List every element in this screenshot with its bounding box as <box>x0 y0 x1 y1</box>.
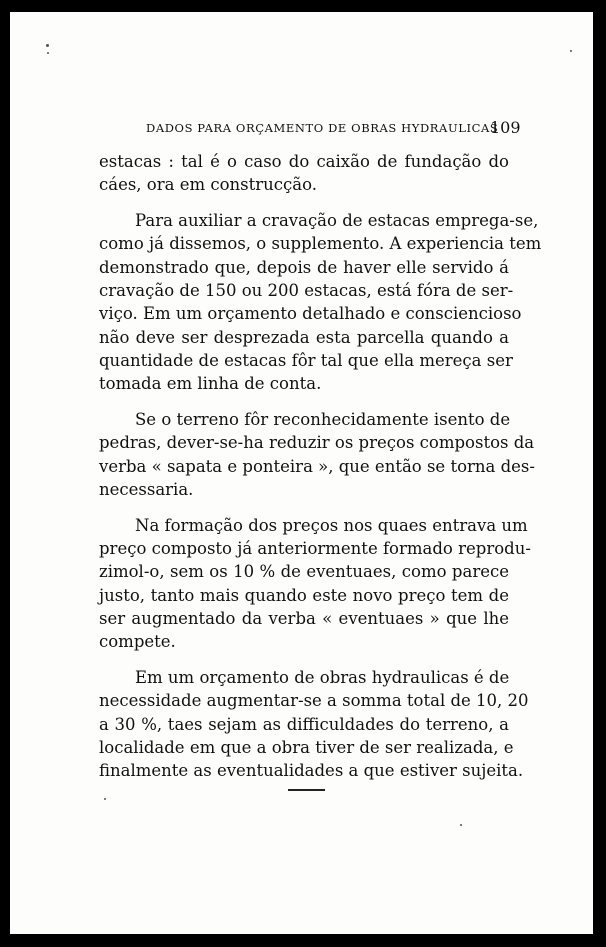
paragraph <box>99 666 529 782</box>
text-line: viço. Em um orçamento detalhado e consciencioso <box>99 304 522 324</box>
paper-speck <box>460 824 462 826</box>
paper-speck <box>570 50 572 52</box>
text-line: preço composto já anteriormente formado reprodu- <box>99 538 531 558</box>
text-line: ser augmentado da verba « eventuaes » que lhe <box>99 608 509 628</box>
paragraph <box>99 408 535 501</box>
paragraph <box>99 514 531 654</box>
running-title: DADOS PARA ORÇAMENTO DE OBRAS HYDRAULICAS <box>146 121 499 135</box>
text-line: Em um orçamento de obras hydraulicas é de <box>135 667 510 687</box>
paper-speck <box>104 798 106 800</box>
text-line: como já dissemos, o supplemento. A experiencia tem <box>99 234 542 254</box>
text-line: cáes, ora em construcção. <box>99 175 317 195</box>
page-number: 109 <box>490 118 521 137</box>
text-line: demonstrado que, depois de haver elle servido á <box>99 257 509 277</box>
text-line: Na formação dos preços nos quaes entrava um <box>135 515 528 535</box>
text-line: justo, tanto mais quando este novo preço tem de <box>99 585 509 605</box>
text-line: compete. <box>99 632 176 652</box>
text-line: verba « sapata e ponteira », que então se torna des- <box>99 456 535 476</box>
text-line: necessidade augmentar-se a somma total de 10, 20 <box>99 691 529 711</box>
text-line: zimol-o, sem os 10 % de eventuaes, como parece <box>99 562 509 582</box>
paragraph <box>99 209 542 395</box>
text-line: finalmente as eventualidades a que estiver sujeita. <box>99 761 524 781</box>
text-line: pedras, dever-se-ha reduzir os preços compostos da <box>99 433 535 453</box>
running-header <box>10 118 593 138</box>
book-page <box>10 12 593 934</box>
text-line: necessaria. <box>99 479 194 499</box>
text-line: cravação de 150 ou 200 estacas, está fóra de ser- <box>99 280 514 300</box>
text-line: tomada em linha de conta. <box>99 374 322 394</box>
text-line: Se o terreno fôr reconhecidamente isento de <box>135 409 511 429</box>
end-rule <box>288 789 325 791</box>
page-body <box>99 150 542 782</box>
text-line: localidade em que a obra tiver de ser realizada, e <box>99 737 514 757</box>
text-line: quantidade de estacas fôr tal que ella mereça ser <box>99 350 513 370</box>
paper-speck <box>47 52 49 54</box>
text-line: estacas : tal é o caso do caixão de fundação do <box>99 152 509 171</box>
paper-speck <box>46 44 49 47</box>
paragraph <box>99 150 509 197</box>
text-line: a 30 %, taes sejam as difficuldades do terreno, a <box>99 714 509 734</box>
text-line: Para auxiliar a cravação de estacas emprega-se, <box>135 211 539 231</box>
text-line: não deve ser desprezada esta parcella quando a <box>99 327 509 347</box>
